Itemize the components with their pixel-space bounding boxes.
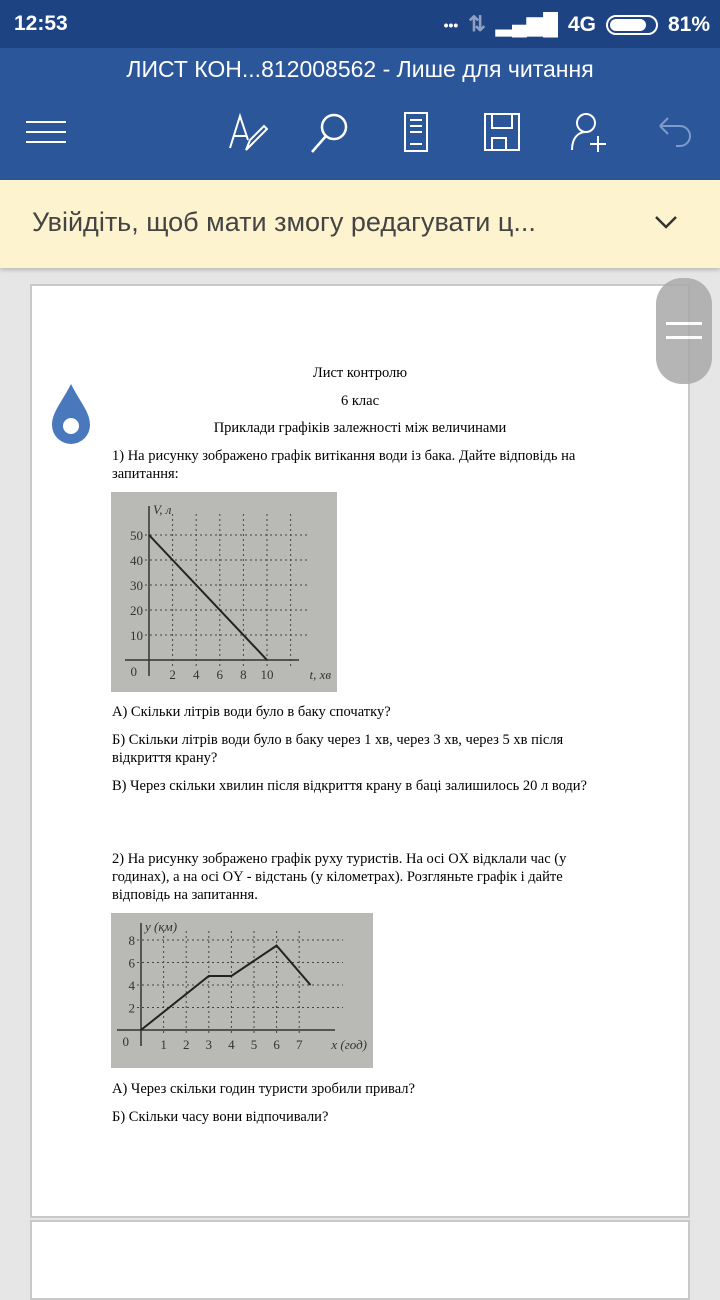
next-document-page [30,1220,690,1300]
y-tick-label: 4 [128,978,135,993]
question-2b: Б) Скільки часу вони відпочивали? [112,1109,329,1125]
doc-grade: 6 клас [340,393,380,409]
y-tick-label: 6 [128,955,135,971]
document-page [30,284,690,1218]
y-tick-label: 50 [130,528,143,543]
x-tick-label: 4 [228,1037,235,1052]
scrollbar-thumb[interactable] [656,278,712,384]
question-1: 1) На рисунку зображено графік витікання води із бака. Дайте відповідь на запитання: [112,448,576,482]
y-tick-label: 30 [130,578,143,593]
x-axis-label: t, хв [309,667,331,682]
data-line [149,535,267,660]
question-2a: А) Через скільки годин туристи зробили привал? [112,1081,415,1097]
x-tick-label: 6 [216,667,224,682]
y-tick-label: 2 [128,1000,135,1016]
x-tick-label: 6 [273,1037,280,1052]
y-tick-label: 10 [130,628,143,643]
water-drain-graph [111,492,337,692]
mobile-view-icon[interactable] [394,110,438,154]
question-1a: А) Скільки літрів води було в баку спочатку? [112,704,391,720]
x-tick-label: 4 [192,667,200,682]
battery-percent: 81% [667,12,710,36]
y-tick-label: 8 [128,933,135,948]
status-bar [0,0,720,48]
data-line [141,946,311,1030]
share-person-icon[interactable] [568,110,612,154]
x-tick-label: 1 [160,1037,167,1052]
y-axis-label: V, л [153,502,172,517]
clock: 12:53 [14,12,68,35]
text-cursor-handle-icon[interactable] [52,384,90,444]
x-axis-label: x (год) [331,1037,367,1052]
save-icon[interactable] [480,110,524,154]
menu-icon[interactable] [24,110,68,154]
x-tick-label: 2 [169,667,176,682]
search-icon[interactable] [308,110,352,154]
edit-text-icon[interactable] [224,110,268,154]
y-tick-label: 20 [130,603,143,618]
signal-icon: ▂▄▆█ [495,13,558,36]
x-tick-label: 7 [295,1037,303,1052]
x-tick-label: 8 [240,667,247,682]
x-tick-label: 5 [250,1037,258,1052]
x-tick-label: 2 [182,1037,190,1052]
origin-label: 0 [122,1034,129,1049]
y-tick-label: 40 [130,553,143,568]
y-axis-label: y (км) [145,919,178,934]
notification-dots-icon: ••• [443,16,459,33]
x-tick-label: 3 [205,1037,213,1052]
undo-icon[interactable] [652,110,696,154]
doc-subtitle: Приклади графіків залежності між величинами [213,420,507,436]
data-arrows-icon: ⇅ [468,13,486,36]
question-1b: Б) Скільки літрів води було в баку через 1 хв, через 3 хв, через 5 хв після відкриття крану? [112,732,564,766]
x-tick-label: 10 [260,667,274,682]
question-2: 2) На рисунку зображено графік руху туристів. На осі OX відклали час (у годинах), а на осі OY - відстань (у кілометрах). Розгляньте графік і дайте відповідь на запитання. [112,851,567,903]
battery-icon [606,15,658,35]
doc-title: Лист контролю [312,365,408,381]
network-type: 4G [567,12,596,36]
sign-in-banner[interactable] [0,180,720,268]
tourist-movement-graph [111,913,373,1068]
chevron-down-icon[interactable] [654,214,678,230]
origin-label: 0 [130,664,137,679]
sign-in-message: Увійдіть, щоб мати змогу редагувати ц... [32,207,536,237]
document-title: ЛИСТ КОН...812008562 - Лише для читання [126,56,594,82]
app-bar [0,48,720,180]
question-1c: В) Через скільки хвилин після відкриття крану в баці залишилось 20 л води? [112,778,587,794]
